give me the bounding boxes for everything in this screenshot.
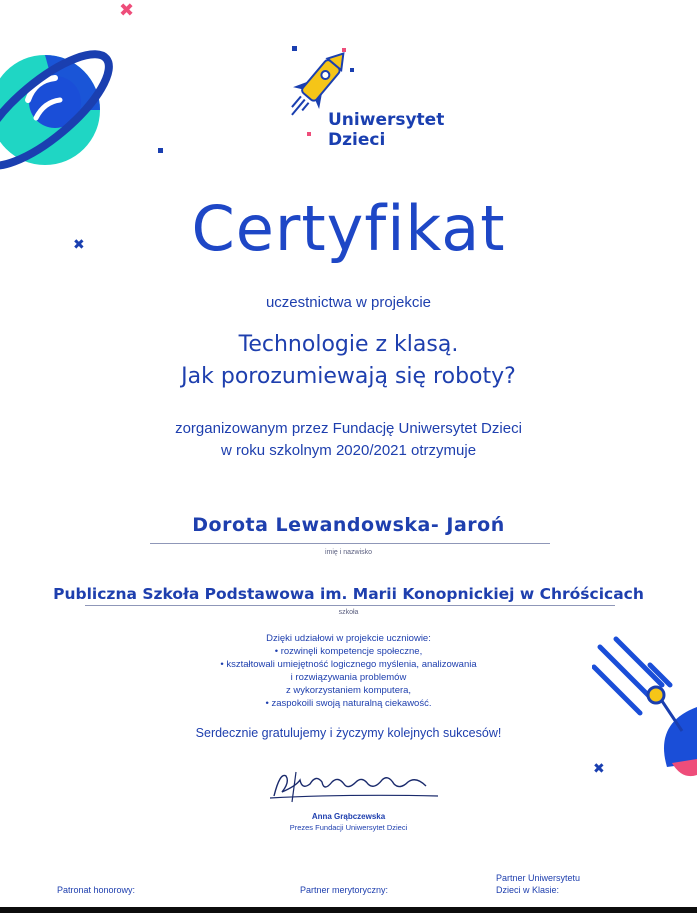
program-partner-line-1: Partner Uniwersytetu (496, 873, 581, 883)
congratulations-text: Serdecznie gratulujemy i życzymy kolejnych sukcesów! (195, 726, 502, 740)
planet-illustration (0, 30, 130, 200)
satellite-illustration (592, 635, 697, 785)
pink-cross-icon: ✖ (119, 0, 135, 20)
logo-text (328, 110, 444, 150)
school-label: szkoła (338, 609, 359, 616)
certificate-title: Certyfikat (191, 192, 506, 265)
school-name: Publiczna Szkoła Podstawowa im. Marii Konopnickiej w Chróścicach (53, 585, 644, 603)
certificate-subtitle: uczestnictwa w projekcie (265, 294, 432, 311)
benefit-item-3: • zaspokoili swoją naturalną ciekawość. (265, 698, 432, 709)
honorary-patronage-label: Patronat honorowy: (57, 885, 136, 895)
blue-cross-icon: ✖ (593, 760, 605, 776)
signatory-name: Anna Grąbczewska (311, 812, 386, 821)
program-partner-label (496, 872, 580, 896)
benefits-intro: Dzięki udziałowi w projekcie uczniowie: (266, 633, 431, 644)
organizer-line-1: zorganizowanym przez Fundację Uniwersytet Dzieci (175, 420, 522, 437)
recipient-name: Dorota Lewandowska- Jaroń (192, 514, 505, 536)
handwritten-signature (266, 766, 441, 806)
recipient-label: imię i nazwisko (324, 549, 373, 556)
dot-icon (158, 148, 163, 153)
benefit-item-2-cont-1: i rozwiązywania problemów (290, 672, 407, 683)
pink-dot-icon (307, 132, 311, 136)
name-underline (150, 543, 550, 544)
benefit-item-2: • kształtowali umiejętność logicznego myślenia, analizowania (220, 659, 477, 670)
bottom-edge (0, 907, 697, 913)
signatory-role: Prezes Fundacji Uniwersytet Dzieci (289, 823, 408, 832)
organizer-line-2: w roku szkolnym 2020/2021 otrzymuje (220, 442, 477, 459)
benefit-item-1: • rozwinęli kompetencje społeczne, (274, 646, 423, 657)
benefit-item-2-cont-2: z wykorzystaniem komputera, (285, 685, 412, 696)
program-partner-line-2: Dzieci w Klasie: (496, 885, 560, 895)
project-title-line-2: Jak porozumiewają się roboty? (181, 364, 516, 389)
content-partner-label: Partner merytoryczny: (300, 885, 389, 895)
project-title-line-1: Technologie z klasą. (238, 332, 459, 357)
logo-line-2: Dzieci (328, 130, 386, 150)
blue-cross-icon: ✖ (73, 236, 85, 252)
logo-line-1: Uniwersytet (328, 110, 445, 130)
school-underline (85, 605, 615, 606)
